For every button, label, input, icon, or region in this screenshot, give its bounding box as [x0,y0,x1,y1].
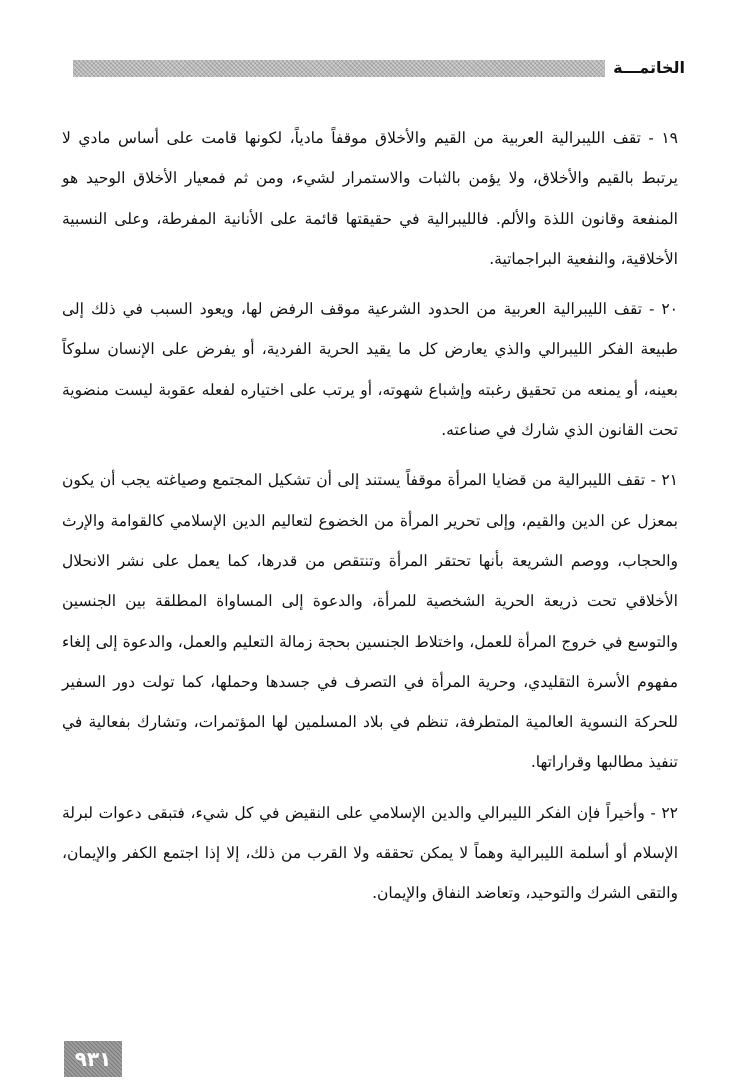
paragraph-20: ٢٠ - تقف الليبرالية العربية من الحدود الشرعية موقف الرفض لها، ويعود السبب في ذلك إلى طبيعة الفكر الليبرالي والذي يعارض كل ما يقيد الحرية الفردية، أو يفرض على الإنسان سلوكاً بعينه، أو يمنعه من تحقيق رغبته وإشباع شهوته، أو يرتب على اختياره لفعله عقوبة ليست منضوية تحت القانون الذي شارك في صناعته. [62,300,678,440]
chapter-title: الخاتمـــة [613,58,685,77]
main-text [62,118,678,924]
running-header [73,57,685,79]
paragraph-21: ٢١ - تقف الليبرالية من قضايا المرأة موقفاً يستند إلى أن تشكيل المجتمع وصياغته يجب أن يكون بمعزل عن الدين والقيم، وإلى تحرير المرأة من الخضوع لتعاليم الدين الإسلامي كالقوامة والإرث والحجاب، ووصم الشريعة بأنها تحتقر المرأة وتنتقص من قدرها، كما يعمل على نشر الانحلال الأخلاقي تحت ذريعة الحرية الشخصية للمرأة، والدعوة إلى المساواة المطلقة بين الجنسين والتوسع في خروج المرأة للعمل، واختلاط الجنسين بحجة زمالة التعليم والعمل، والدعوة إلى إلغاء مفهوم الأسرة التقليدي، وحرية المرأة في التصرف في جسدها وحملها، كما تولت دور السفير للحركة النسوية العالمية المتطرفة، تنظم في بلاد المسلمين لها المؤتمرات، وتشارك بفعالية في تنفيذ مطالبها وقراراتها. [62,471,678,772]
paragraph-19: ١٩ - تقف الليبرالية العربية من القيم والأخلاق موقفاً مادياً، لكونها قامت على أساس مادي لا يرتبط بالقيم والأخلاق، ولا يؤمن بالثبات والاستمرار لشيء، ومن ثم فمعيار الأخلاق الوحيد هو المنفعة وقانون اللذة والألم. فالليبرالية في حقيقتها قائمة على الأنانية المفرطة، وعلى النسبية الأخلاقية، والنفعية البراجماتية. [62,129,678,268]
header-rule [73,60,605,77]
paragraph-22: ٢٢ - وأخيراً فإن الفكر الليبرالي والدين الإسلامي على النقيض في كل شيء، فتبقى دعوات لبرلة الإسلام أو أسلمة الليبرالية وهماً لا يمكن تحققه ولا القرب من ذلك، إلا إذا اجتمع الكفر والإيمان، والتقى الشرك والتوحيد، وتعاضد النفاق والإيمان. [62,803,678,903]
page-number: ٩٣١ [64,1041,122,1077]
